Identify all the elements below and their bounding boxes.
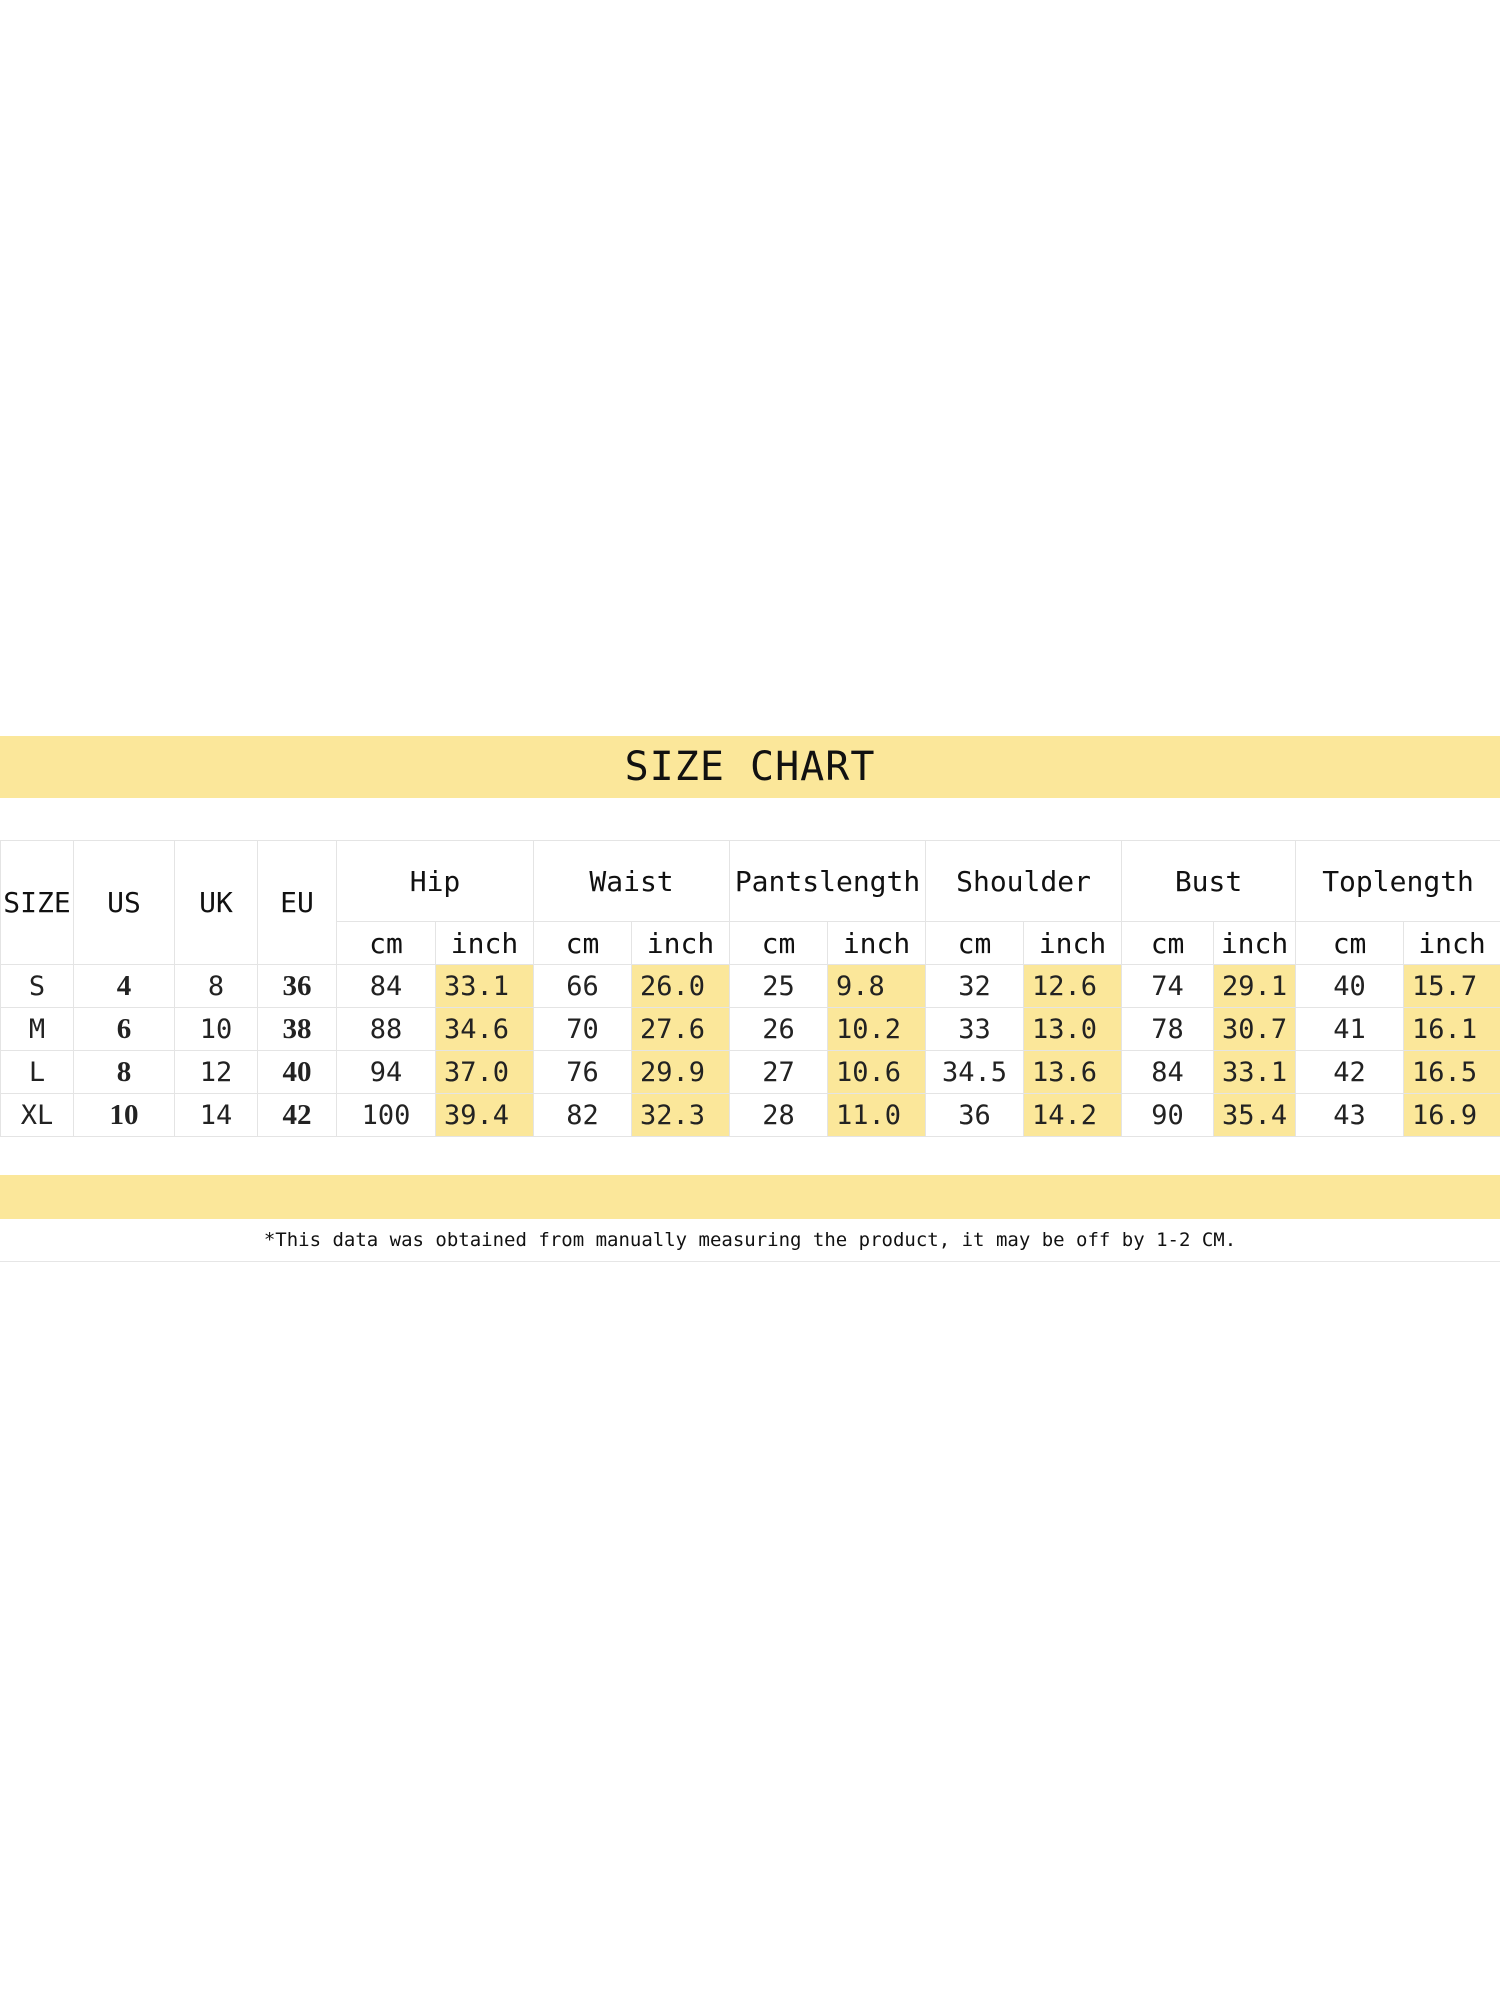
header-size: SIZE [1,841,74,965]
hip-inch: 34.6 [436,1008,534,1051]
uk-size: 14 [175,1094,258,1137]
unit-cm: cm [926,922,1024,965]
size-table [0,840,1500,1137]
pantslength-inch: 10.6 [828,1051,926,1094]
hip-inch: 33.1 [436,965,534,1008]
header-pantslength: Pantslength [730,841,926,922]
size-label: S [1,965,74,1008]
pantslength-inch: 10.2 [828,1008,926,1051]
hip-inch: 37.0 [436,1051,534,1094]
pantslength-inch: 11.0 [828,1094,926,1137]
unit-inch: inch [1214,922,1296,965]
measurement-note: *This data was obtained from manually measuring the product, it may be off by 1-2 CM. [0,1219,1500,1262]
toplength-inch: 16.1 [1404,1008,1500,1051]
table-row [1,1094,1500,1137]
size-chart [0,736,1500,1264]
waist-inch: 26.0 [632,965,730,1008]
hip-cm: 84 [337,965,436,1008]
bust-cm: 74 [1122,965,1214,1008]
shoulder-cm: 33 [926,1008,1024,1051]
size-label: XL [1,1094,74,1137]
toplength-cm: 42 [1296,1051,1404,1094]
pantslength-cm: 27 [730,1051,828,1094]
unit-inch: inch [1404,922,1500,965]
waist-cm: 76 [534,1051,632,1094]
unit-inch: inch [828,922,926,965]
eu-size: 40 [258,1051,337,1094]
shoulder-inch: 14.2 [1024,1094,1122,1137]
us-size: 6 [74,1008,175,1051]
uk-size: 8 [175,965,258,1008]
shoulder-inch: 13.6 [1024,1051,1122,1094]
unit-cm: cm [534,922,632,965]
unit-cm: cm [1296,922,1404,965]
header-row [1,841,1500,922]
hip-cm: 88 [337,1008,436,1051]
eu-size: 38 [258,1008,337,1051]
toplength-inch: 15.7 [1404,965,1500,1008]
unit-inch: inch [632,922,730,965]
header-hip: Hip [337,841,534,922]
header-us: US [74,841,175,965]
uk-size: 10 [175,1008,258,1051]
shoulder-inch: 13.0 [1024,1008,1122,1051]
table-row [1,965,1500,1008]
eu-size: 36 [258,965,337,1008]
shoulder-inch: 12.6 [1024,965,1122,1008]
waist-cm: 82 [534,1094,632,1137]
table-row [1,1008,1500,1051]
header-bust: Bust [1122,841,1296,922]
us-size: 8 [74,1051,175,1094]
pantslength-cm: 28 [730,1094,828,1137]
us-size: 4 [74,965,175,1008]
hip-cm: 94 [337,1051,436,1094]
size-label: M [1,1008,74,1051]
toplength-inch: 16.5 [1404,1051,1500,1094]
eu-size: 42 [258,1094,337,1137]
header-waist: Waist [534,841,730,922]
waist-cm: 70 [534,1008,632,1051]
bust-cm: 78 [1122,1008,1214,1051]
pantslength-cm: 25 [730,965,828,1008]
header-toplength: Toplength [1296,841,1500,922]
title-band [0,736,1500,798]
header-eu: EU [258,841,337,965]
toplength-cm: 40 [1296,965,1404,1008]
uk-size: 12 [175,1051,258,1094]
unit-cm: cm [730,922,828,965]
waist-inch: 27.6 [632,1008,730,1051]
size-label: L [1,1051,74,1094]
footer-band [0,1175,1500,1219]
bust-inch: 35.4 [1214,1094,1296,1137]
bust-cm: 90 [1122,1094,1214,1137]
waist-inch: 29.9 [632,1051,730,1094]
bust-cm: 84 [1122,1051,1214,1094]
pantslength-inch: 9.8 [828,965,926,1008]
shoulder-cm: 32 [926,965,1024,1008]
header-uk: UK [175,841,258,965]
shoulder-cm: 36 [926,1094,1024,1137]
toplength-cm: 43 [1296,1094,1404,1137]
shoulder-cm: 34.5 [926,1051,1024,1094]
chart-title: SIZE CHART [624,744,876,790]
bust-inch: 33.1 [1214,1051,1296,1094]
toplength-cm: 41 [1296,1008,1404,1051]
unit-cm: cm [1122,922,1214,965]
unit-cm: cm [337,922,436,965]
bust-inch: 30.7 [1214,1008,1296,1051]
hip-cm: 100 [337,1094,436,1137]
header-shoulder: Shoulder [926,841,1122,922]
waist-inch: 32.3 [632,1094,730,1137]
pantslength-cm: 26 [730,1008,828,1051]
table-row [1,1051,1500,1094]
unit-inch: inch [1024,922,1122,965]
unit-inch: inch [436,922,534,965]
bust-inch: 29.1 [1214,965,1296,1008]
us-size: 10 [74,1094,175,1137]
waist-cm: 66 [534,965,632,1008]
toplength-inch: 16.9 [1404,1094,1500,1137]
hip-inch: 39.4 [436,1094,534,1137]
